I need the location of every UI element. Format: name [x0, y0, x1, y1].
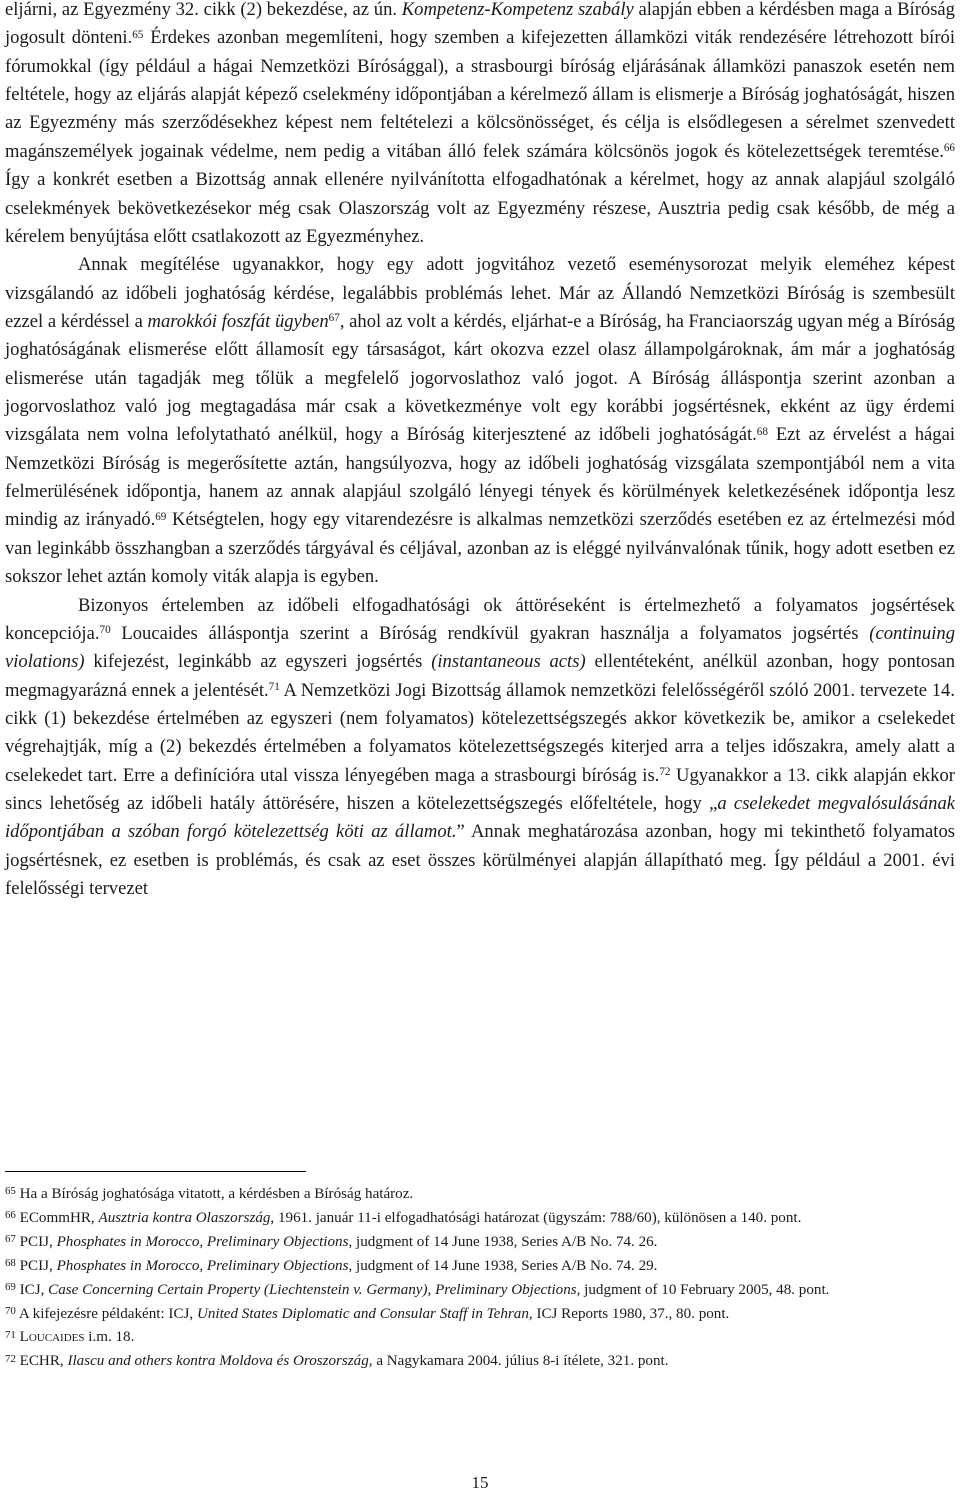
- footnote-text: [20, 1329, 135, 1345]
- italic-text: a cselekedet megvalósulásának időpontjában a szóban forgó kötelezettség köti az államot.: [5, 793, 955, 843]
- text-run: i.m. 18.: [84, 1329, 135, 1346]
- footnote: [5, 1303, 955, 1327]
- footnote-text: [20, 1234, 658, 1250]
- footnote-reference: 70: [99, 624, 111, 637]
- text-run: ellentéteként, anélkül azonban, hogy pontosan megmagyarázná ennek a jelentését.: [5, 651, 955, 701]
- text-run: A Nemzetközi Jogi Bizottság államok nemzetközi felelősségéről szóló 2001. tervezete 14. cikk (1) bekezdése értelmében az egyszeri (nem folyamatos) kötelezettségszegés akkor következik be, amikor a cselekedet végrehajtják, míg a (2) bekezdés értelmében a folyamatos kötelezettségszegés kiterjed arra a teljes időszakra, amely alatt a cselekedet tart. Erre a definícióra utal vissza lényegében maga a strasbourgi bíróság is.: [5, 679, 955, 786]
- italic-text: Case Concerning Certain Property (Liechtenstein v. Germany), Preliminary Objections: [48, 1281, 577, 1298]
- footnote-text: [19, 1306, 730, 1322]
- footnote-text: [20, 1282, 830, 1298]
- footnote-text: [20, 1353, 669, 1369]
- text-run: , a Nagykamara 2004. július 8-i ítélete, 321. pont.: [368, 1353, 669, 1370]
- footnote: [5, 1231, 955, 1255]
- footnote-number: 69: [5, 1280, 16, 1293]
- footnote-reference: 72: [659, 766, 671, 779]
- author-name: Loucaides: [19, 1329, 85, 1346]
- footnote-number: 66: [5, 1209, 16, 1222]
- footnote: [5, 1183, 955, 1207]
- italic-text: (continuing violations): [5, 622, 955, 673]
- text-run: , judgment of 14 June 1938, Series A/B No. 74. 29.: [348, 1257, 658, 1274]
- text-run: eljárni, az Egyezmény 32. cikk (2) bekezdése, az ún.: [5, 0, 402, 20]
- footnote-text: [20, 1258, 658, 1274]
- footnote-number: 65: [5, 1185, 16, 1198]
- footnotes: [5, 1183, 955, 1374]
- footnote-reference: 65: [132, 28, 144, 41]
- text-run: Annak megítélése ugyanakkor, hogy egy adott jogvitához vezető eseménysorozat melyik eleméhez képest vizsgálandó az időbeli joghatóság kérdése, legalábbis problémás lehet. Már az Állandó Nemzetközi Bíróság is szembesült ezzel a kérdéssel a: [5, 254, 955, 332]
- footnote-number: 71: [5, 1328, 16, 1341]
- text-run: Ugyanakkor a 13. cikk alapján ekkor sincs lehetőség az időbeli hatály áttörésére, hiszen a kötelezettségszegés előfeltétele, hogy „: [5, 764, 955, 815]
- italic-text: Ausztria kontra Olaszország: [98, 1209, 271, 1226]
- paragraph: [5, 0, 955, 251]
- text-run: ” Annak meghatározása azonban, hogy mi tekinthető folyamatos jogsértésnek, ez esetben is problémás, és csak az eset összes körülményei alapján állapítható meg. Így például a 2001. évi felelősségi tervezet: [5, 821, 956, 900]
- text-run: Bizonyos értelemben az időbeli elfogadhatósági ok áttöréseként is értelmezhető a folyamatos jogsértések koncepciója.: [5, 594, 955, 644]
- text-run: Loucaides álláspontja szerint a Bíróság rendkívül gyakran használja a folyamatos jogsértés: [110, 622, 870, 644]
- text-run: Érdekes azonban megemlíteni, hogy szemben a kifejezetten államközi viták rendezésére létrehozott bírói fórumokkal (így például a hágai Nemzetközi Bírósággal), a strasbourgi bíróság eljárásának államközi panaszok esetén nem feltétele, hogy az eljárás alapját képező cselekmény időpontjában a kérelmező állam is elismerje a Bíróság joghatóságát, hiszen az Egyezmény más szerződésekhez képest nem feltételezi a kölcsönösséget, és célja is elsődlegesen a sérelmet szenvedett magánszemélyek jogainak védelme, nem pedig a vitában álló felek számára kölcsönös jogok és kötelezettségek teremtése.: [5, 27, 956, 162]
- italic-text: Phosphates in Morocco, Preliminary Objections: [56, 1257, 349, 1274]
- italic-text: United States Diplomatic and Consular Staff in Tehran: [196, 1305, 529, 1322]
- text-run: Ezt az érvelést a hágai Nemzetközi Bíróság is megerősítette aztán, hangsúlyozva, hogy az időbeli joghatóság vizsgálata szempontjából nem a vita felmerülésének időpontja, hanem az annak alapjául szolgáló lényegi tények és körülmények keletkezésének időpontja lesz mindig az irányadó.: [5, 424, 955, 531]
- text-run: , ahol az volt a kérdés, eljárhat-e a Bíróság, ha Franciaország ugyan még a Bíróság joghatóságának elismerése előtt államosít egy társaságot, kárt okozva ezzel olasz állampolgároknak, ám már a joghatóság elismerése után tagadják meg tőlük a megfelelő jogorvoslathoz való jogot. A Bíróság álláspontja szerint azonban a jogorvoslathoz való jog megtagadása már csak a következménye volt egy korábbi jogsértésnek, ekként az ügy érdemi vizsgálata nem volna lefolytatható anélkül, hogy a Bíróság kiterjesztené az időbeli joghatóságát.: [5, 310, 955, 446]
- text-run: alapján ebben a kérdésben maga a Bíróság jogosult dönteni.: [5, 0, 955, 49]
- text-run: , judgment of 10 February 2005, 48. pont.: [576, 1281, 830, 1298]
- text-run: Így a konkrét esetben a Bizottság annak ellenére nyilvánította elfogadhatónak a kérelmet, hogy az annak alapjául szolgáló cselekmények bekövetkezésekor még csak Olaszország volt az Egyezmény részese, Ausztria pedig csak később, de még a kérelem benyújtása előtt csatlakozott az Egyezményhez.: [5, 169, 955, 247]
- italic-text: marokkói foszfát ügyben: [147, 310, 329, 332]
- text-run: ICJ,: [19, 1281, 49, 1298]
- footnote-text: [20, 1210, 802, 1226]
- footnote: [5, 1255, 955, 1279]
- text-run: PCIJ,: [19, 1257, 57, 1274]
- footnote-number: 67: [5, 1233, 16, 1246]
- footnote-number: 72: [5, 1352, 16, 1365]
- footnote: [5, 1279, 955, 1303]
- text-run: , judgment of 14 June 1938, Series A/B No. 74. 26.: [348, 1233, 658, 1250]
- italic-text: Phosphates in Morocco, Preliminary Objections: [56, 1233, 349, 1250]
- footnote: [5, 1207, 955, 1231]
- footnote-reference: 69: [155, 510, 167, 523]
- footnote-reference: 71: [268, 681, 280, 694]
- body-text: [5, 0, 955, 904]
- footnote: [5, 1350, 955, 1374]
- text-run: kifejezést, leginkább az egyszeri jogsértés: [84, 651, 432, 673]
- text-run: A kifejezésre példaként: ICJ,: [18, 1305, 197, 1322]
- italic-text: Kompetenz-Kompetenz szabály: [401, 0, 634, 20]
- italic-text: (instantaneous acts): [431, 651, 586, 673]
- text-run: , ICJ Reports 1980, 37., 80. pont.: [528, 1305, 730, 1322]
- footnote-reference: 68: [756, 425, 768, 438]
- paragraph: [5, 592, 955, 904]
- text-run: Kétségtelen, hogy egy vitarendezésre is alkalmas nemzetközi szerződés esetében ez az értelmezési mód van leginkább összhangban a szerződés tárgyával és céljával, azonban az is eléggé nyilvánvalónak tűnik, hogy adott esetben ez sokszor lehet aztán komoly viták alapja is egyben.: [5, 509, 955, 588]
- text-run: Ha a Bíróság joghatósága vitatott, a kérdésben a Bíróság határoz.: [19, 1186, 414, 1202]
- text-run: , 1961. január 11-i elfogadhatósági határozat (ügyszám: 788/60), különösen a 140. pont.: [270, 1209, 802, 1226]
- footnote-separator: [5, 1171, 306, 1172]
- page-number: 15: [471, 1473, 489, 1492]
- text-run: ECommHR,: [19, 1209, 99, 1226]
- text-run: ECHR,: [19, 1353, 68, 1370]
- footnote-number: 70: [5, 1304, 16, 1317]
- italic-text: Ilascu and others kontra Moldova és Oroszország: [67, 1353, 369, 1370]
- text-run: PCIJ,: [19, 1233, 57, 1250]
- footnote-reference: 67: [328, 312, 340, 325]
- footnote-reference: 66: [943, 142, 955, 155]
- paragraph: [5, 251, 955, 591]
- footnote: [5, 1326, 955, 1350]
- footnote-number: 68: [5, 1256, 16, 1269]
- footnote-text: [20, 1186, 414, 1202]
